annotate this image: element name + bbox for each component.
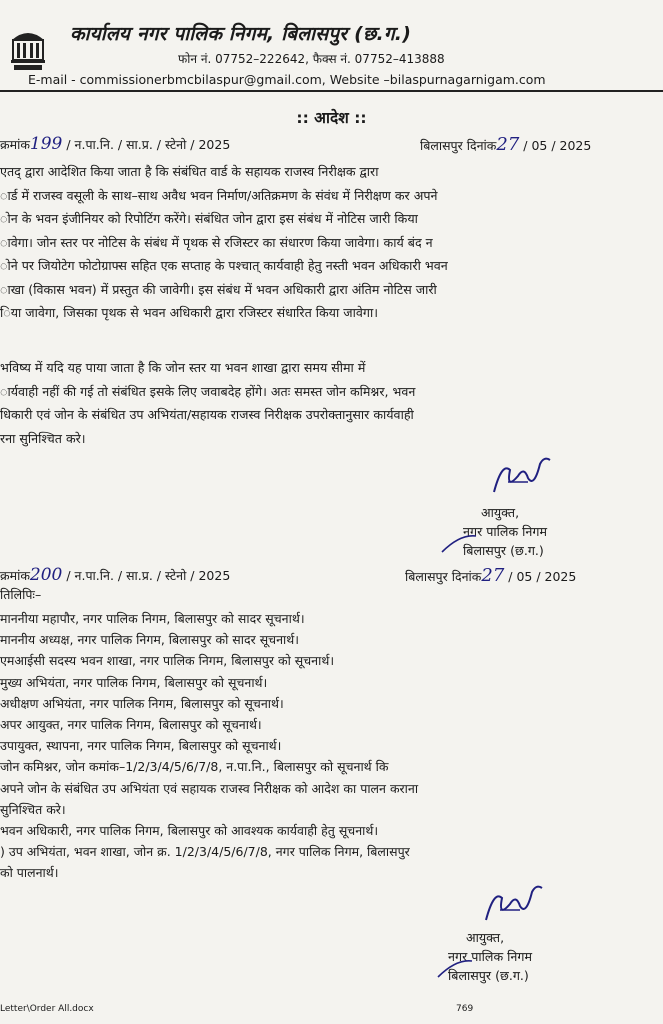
list-item: ) उप अभियंता, भवन शाखा, जोन क्र. 1/2/3/4/5/6/7/8, नगर पालिक निगम, बिलासपुर <box>0 844 410 860</box>
order-reference-2 <box>0 565 230 585</box>
paragraph-line: ाखा (विकास भवन) में प्रस्तुत की जावेगी। इस संबंध में भवन अधिकारी द्वारा अंतिम नोटिस जारी <box>0 281 437 297</box>
order-reference-1 <box>0 134 230 154</box>
paragraph-line: ार्यवाही नहीं की गई तो संबंधित इसके लिए जवाबदेह होंगे। अतः समस्त जोन कमिश्नर, भवन <box>0 383 416 399</box>
handwritten-day: 27 <box>481 565 505 586</box>
copy-to-list <box>0 608 418 884</box>
signatory-city: बिलासपुर (छ.ग.) <box>463 543 544 558</box>
email-website-line: E-mail - commissionerbmcbilaspur@gmail.com, Website –bilaspurnagarnigam.com <box>28 72 546 87</box>
handwritten-order-number: 200 <box>29 565 63 585</box>
paragraph-line: ोने पर जियोटेग फोटोग्राफ्स सहित एक सप्ताह के पश्चात् कार्यवाही हेतु नस्ती भवन अधिकारी भवन <box>0 258 448 273</box>
list-item: एमआईसी सदस्य भवन शाखा, नगर पालिक निगम, बिलासपुर को सूचनार्थ। <box>0 653 335 669</box>
ref-suffix: / न.पा.नि. / सा.प्र. / स्टेनो / 2025 <box>66 568 231 583</box>
signature-stroke-1 <box>440 530 480 560</box>
date-prefix: बिलासपुर दिनांक <box>420 138 497 153</box>
paragraph-line: ावेगा। जोन स्तर पर नोटिस के संबंध में पृथक से रजिस्टर का संधारण किया जावेगा। कार्य बंद न <box>0 234 433 250</box>
order-title: :: आदेश :: <box>296 109 367 127</box>
list-item: जोन कमिश्नर, जोन कमांक–1/2/3/4/5/6/7/8, न.पा.नि., बिलासपुर को सूचनार्थ कि <box>0 759 389 775</box>
handwritten-day: 27 <box>496 134 520 155</box>
order-paragraph-1 <box>0 160 448 325</box>
ref-suffix: / न.पा.नि. / सा.प्र. / स्टेनो / 2025 <box>66 137 231 152</box>
order-date-2 <box>405 565 576 586</box>
paragraph-line: ोन के भवन इंजीनियर को रिपोटिंग करेंगे। संबंधित जोन द्वारा इस संबंध में नोटिस जारी किया <box>0 211 418 226</box>
signatory-title: आयुक्त, <box>481 505 520 520</box>
order-date-1 <box>420 134 591 155</box>
ref-prefix: क्रमांक <box>0 137 30 152</box>
list-item: माननीया महापौर, नगर पालिक निगम, बिलासपुर को सादर सूचनार्थ। <box>0 611 305 626</box>
paragraph-line: भविष्य में यदि यह पाया जाता है कि जोन स्तर या भवन शाखा द्वारा समय सीमा में <box>0 360 366 375</box>
list-item: अधीक्षण अभियंता, नगर पालिक निगम, बिलासपुर को सूचनार्थ। <box>0 695 284 711</box>
paragraph-line: धिकारी एवं जोन के संबंधित उप अभियंता/सहायक राजस्व निरीक्षक उपरोक्तानुसार कार्यवाही <box>0 407 414 422</box>
office-name: कार्यालय नगर पालिक निगम, बिलासपुर (छ.ग.) <box>70 23 412 45</box>
page-code-footer: 769 <box>456 1004 474 1014</box>
paragraph-line: ार्ड में राजस्व वसूली के साथ–साथ अवैध भवन निर्माण/अतिक्रमण के संवंध में निरीक्षण कर अपने <box>0 187 438 203</box>
signatory-city: बिलासपुर (छ.ग.) <box>448 968 529 983</box>
list-item: अपने जोन के संबंधित उप अभियंता एवं सहायक राजस्व निरीक्षक को आदेश का पालन कराना <box>0 780 419 796</box>
list-item: उपायुक्त, स्थापना, नगर पालिक निगम, बिलासपुर को सूचनार्थ। <box>0 738 282 754</box>
file-path-footer: Letter\Order All.docx <box>0 1004 94 1014</box>
list-item: मुख्य अभियंता, नगर पालिक निगम, बिलासपुर को सूचनार्थ। <box>0 674 268 690</box>
date-suffix: / 05 / 2025 <box>523 138 592 153</box>
date-prefix: बिलासपुर दिनांक <box>405 569 482 584</box>
signature-2 <box>480 880 550 928</box>
list-item: को पालनार्थ। <box>0 865 59 881</box>
list-item: माननीय अध्यक्ष, नगर पालिक निगम, बिलासपुर को सादर सूचनार्थ। <box>0 632 300 648</box>
list-item: अपर आयुक्त, नगर पालिक निगम, बिलासपुर को सूचनार्थ। <box>0 717 262 733</box>
ref-prefix: क्रमांक <box>0 568 30 583</box>
copy-to-label: तिलिपिः– <box>0 587 42 602</box>
order-paragraph-2 <box>0 356 415 450</box>
emblem-logo <box>8 26 48 72</box>
handwritten-order-number: 199 <box>29 134 63 154</box>
signature-1 <box>488 452 558 500</box>
paragraph-line: एतद् द्वारा आदेशित किया जाता है कि संबंधित वार्ड के सहायक राजस्व निरीक्षक द्वारा <box>0 164 379 179</box>
signatory-office: नगर पालिक निगम <box>463 524 547 539</box>
paragraph-line: िया जावेगा, जिसका पृथक से भवन अधिकारी द्वारा रजिस्टर संधारित किया जावेगा। <box>0 305 378 320</box>
signatory-office: नगर पालिक निगम <box>448 949 532 964</box>
list-item: सुनिश्चित करे। <box>0 801 66 817</box>
header-divider <box>0 90 663 92</box>
date-suffix: / 05 / 2025 <box>508 569 577 584</box>
signatory-title: आयुक्त, <box>466 930 505 945</box>
signature-stroke-2 <box>436 955 476 985</box>
phone-fax-line: फोन नं. 07752–222642, फैक्स नं. 07752–413888 <box>178 52 445 66</box>
paragraph-line: रना सुनिश्चित करे। <box>0 430 86 446</box>
list-item: भवन अधिकारी, नगर पालिक निगम, बिलासपुर को आवश्यक कार्यवाही हेतु सूचनार्थ। <box>0 823 379 839</box>
